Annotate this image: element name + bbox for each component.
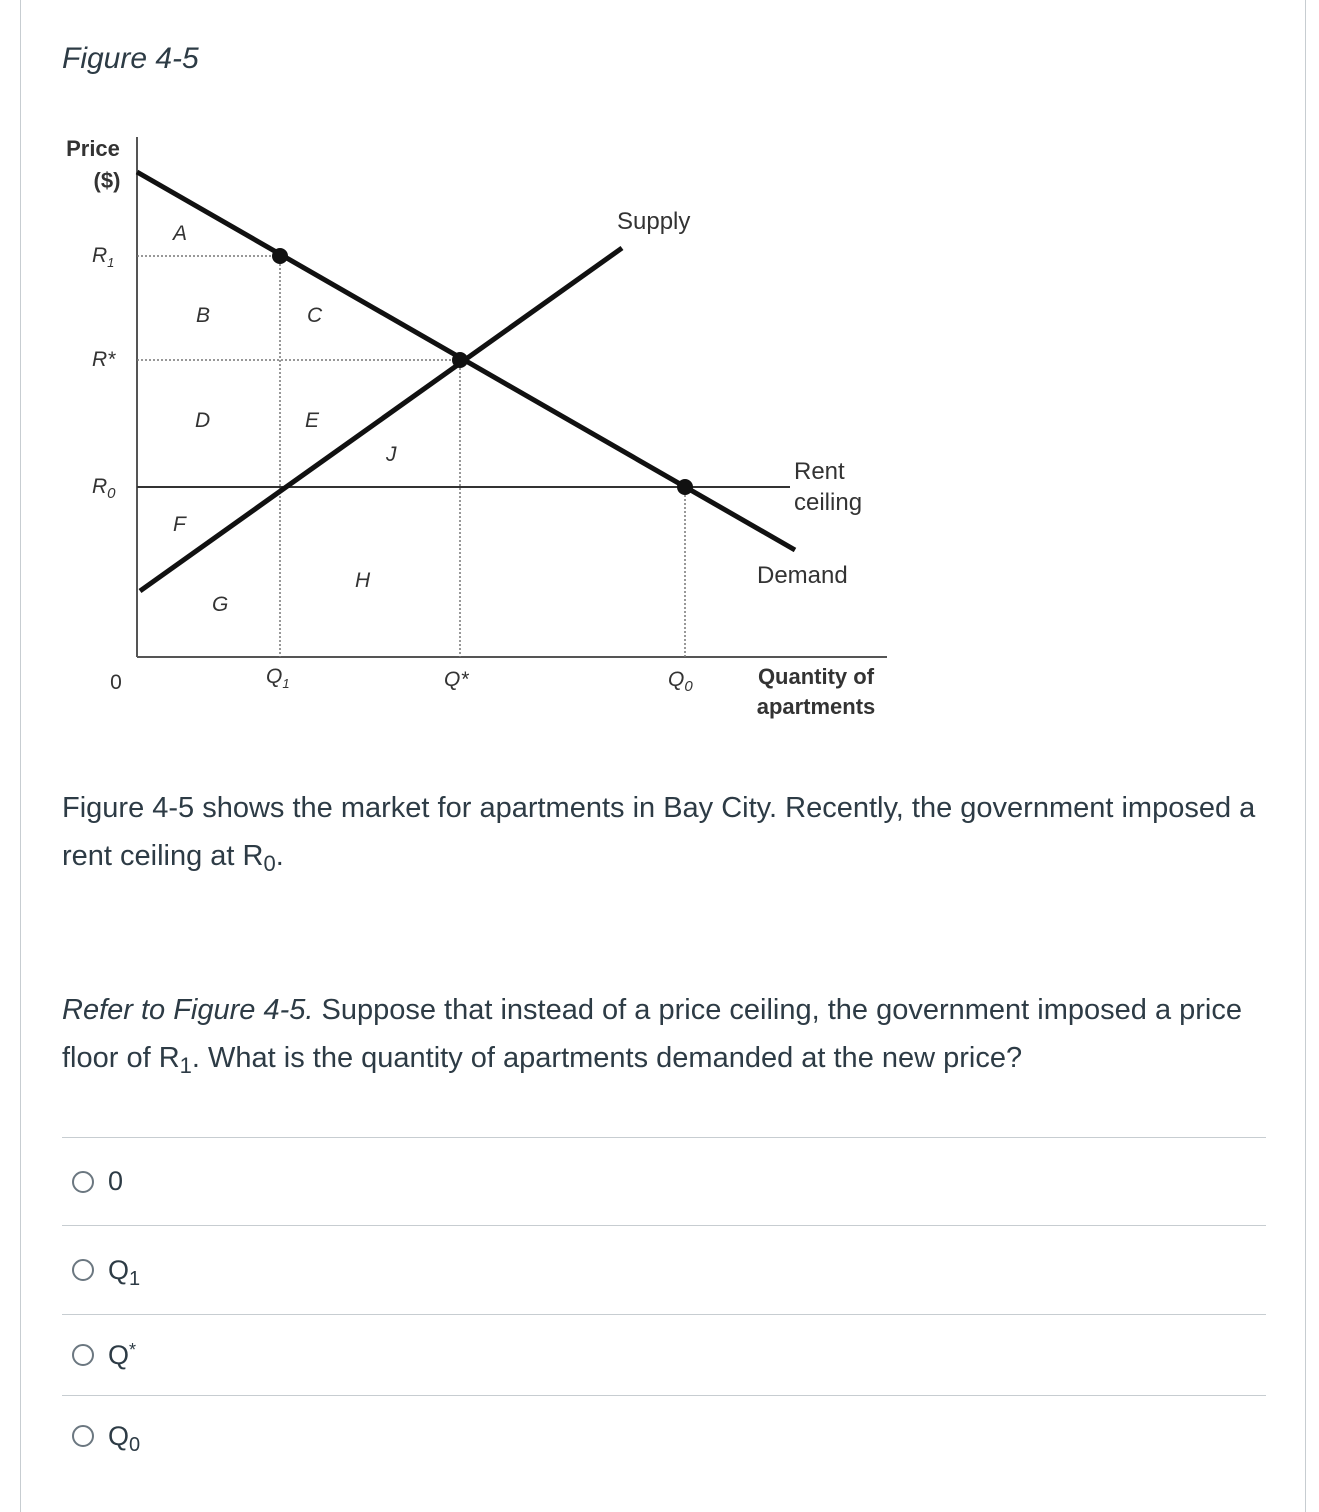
answer-option-label: Q*	[108, 1339, 137, 1370]
context-paragraph: Figure 4-5 shows the market for apartments in Bay City. Recently, the government imposed a rent ceiling at $R_0$.	[62, 792, 1256, 876]
answer-option-label: 0	[108, 1166, 124, 1196]
area-e-label: E	[305, 409, 320, 432]
radio-button[interactable]	[72, 1425, 94, 1447]
answer-option-q1[interactable]	[62, 1225, 1266, 1314]
radio-button[interactable]	[72, 1344, 94, 1366]
tick-q0: $Q_0$	[668, 668, 693, 695]
tick-qstar: Q*	[444, 668, 469, 691]
supply-label: Supply	[617, 208, 691, 235]
point-equilibrium	[452, 352, 468, 368]
demand-label: Demand	[757, 562, 848, 589]
rent-ceiling-label-line1: Rent	[794, 458, 845, 485]
answer-option-label: $Q_1$	[108, 1254, 141, 1290]
area-d-label: D	[195, 409, 211, 432]
area-f-label: F	[173, 513, 186, 536]
tick-origin: 0	[110, 671, 122, 694]
supply-curve	[140, 248, 622, 591]
tick-q1: $Q_1$	[266, 665, 290, 691]
answer-options	[62, 1137, 1266, 1476]
area-a-label: A	[173, 222, 188, 245]
radio-button[interactable]	[72, 1259, 94, 1281]
answer-option-qstar[interactable]	[62, 1314, 1266, 1395]
area-c-label: C	[307, 304, 323, 327]
tick-r1: $R_1$	[92, 244, 115, 270]
point-r1-demand	[272, 248, 288, 264]
y-axis-label-price: Price	[66, 136, 120, 161]
point-r0-demand	[677, 479, 693, 495]
area-j-label: J	[386, 443, 397, 466]
figure-title: Figure 4-5	[62, 42, 199, 75]
x-axis-label-line1: Quantity of	[757, 664, 875, 689]
answer-option-label: $Q_0$	[108, 1420, 141, 1456]
y-axis-label-unit: ($)	[93, 168, 121, 193]
area-g-label: G	[212, 593, 229, 616]
rent-ceiling-label-line2: ceiling	[794, 489, 863, 516]
answer-option-0[interactable]	[62, 1137, 1266, 1225]
answer-option-q0[interactable]	[62, 1395, 1266, 1476]
x-axis-label-line2: apartments	[756, 694, 876, 719]
tick-rstar: R*	[92, 348, 116, 371]
tick-r0: $R_0$	[92, 475, 116, 502]
question-text: Refer to Figure 4-5. Suppose that instead of a price ceiling, the government imposed a price floor of $R_1$. What is the quantity of apartments demanded at the new price?	[62, 994, 1243, 1078]
radio-button[interactable]	[72, 1171, 94, 1193]
area-h-label: H	[355, 569, 371, 592]
area-b-label: B	[196, 304, 211, 327]
